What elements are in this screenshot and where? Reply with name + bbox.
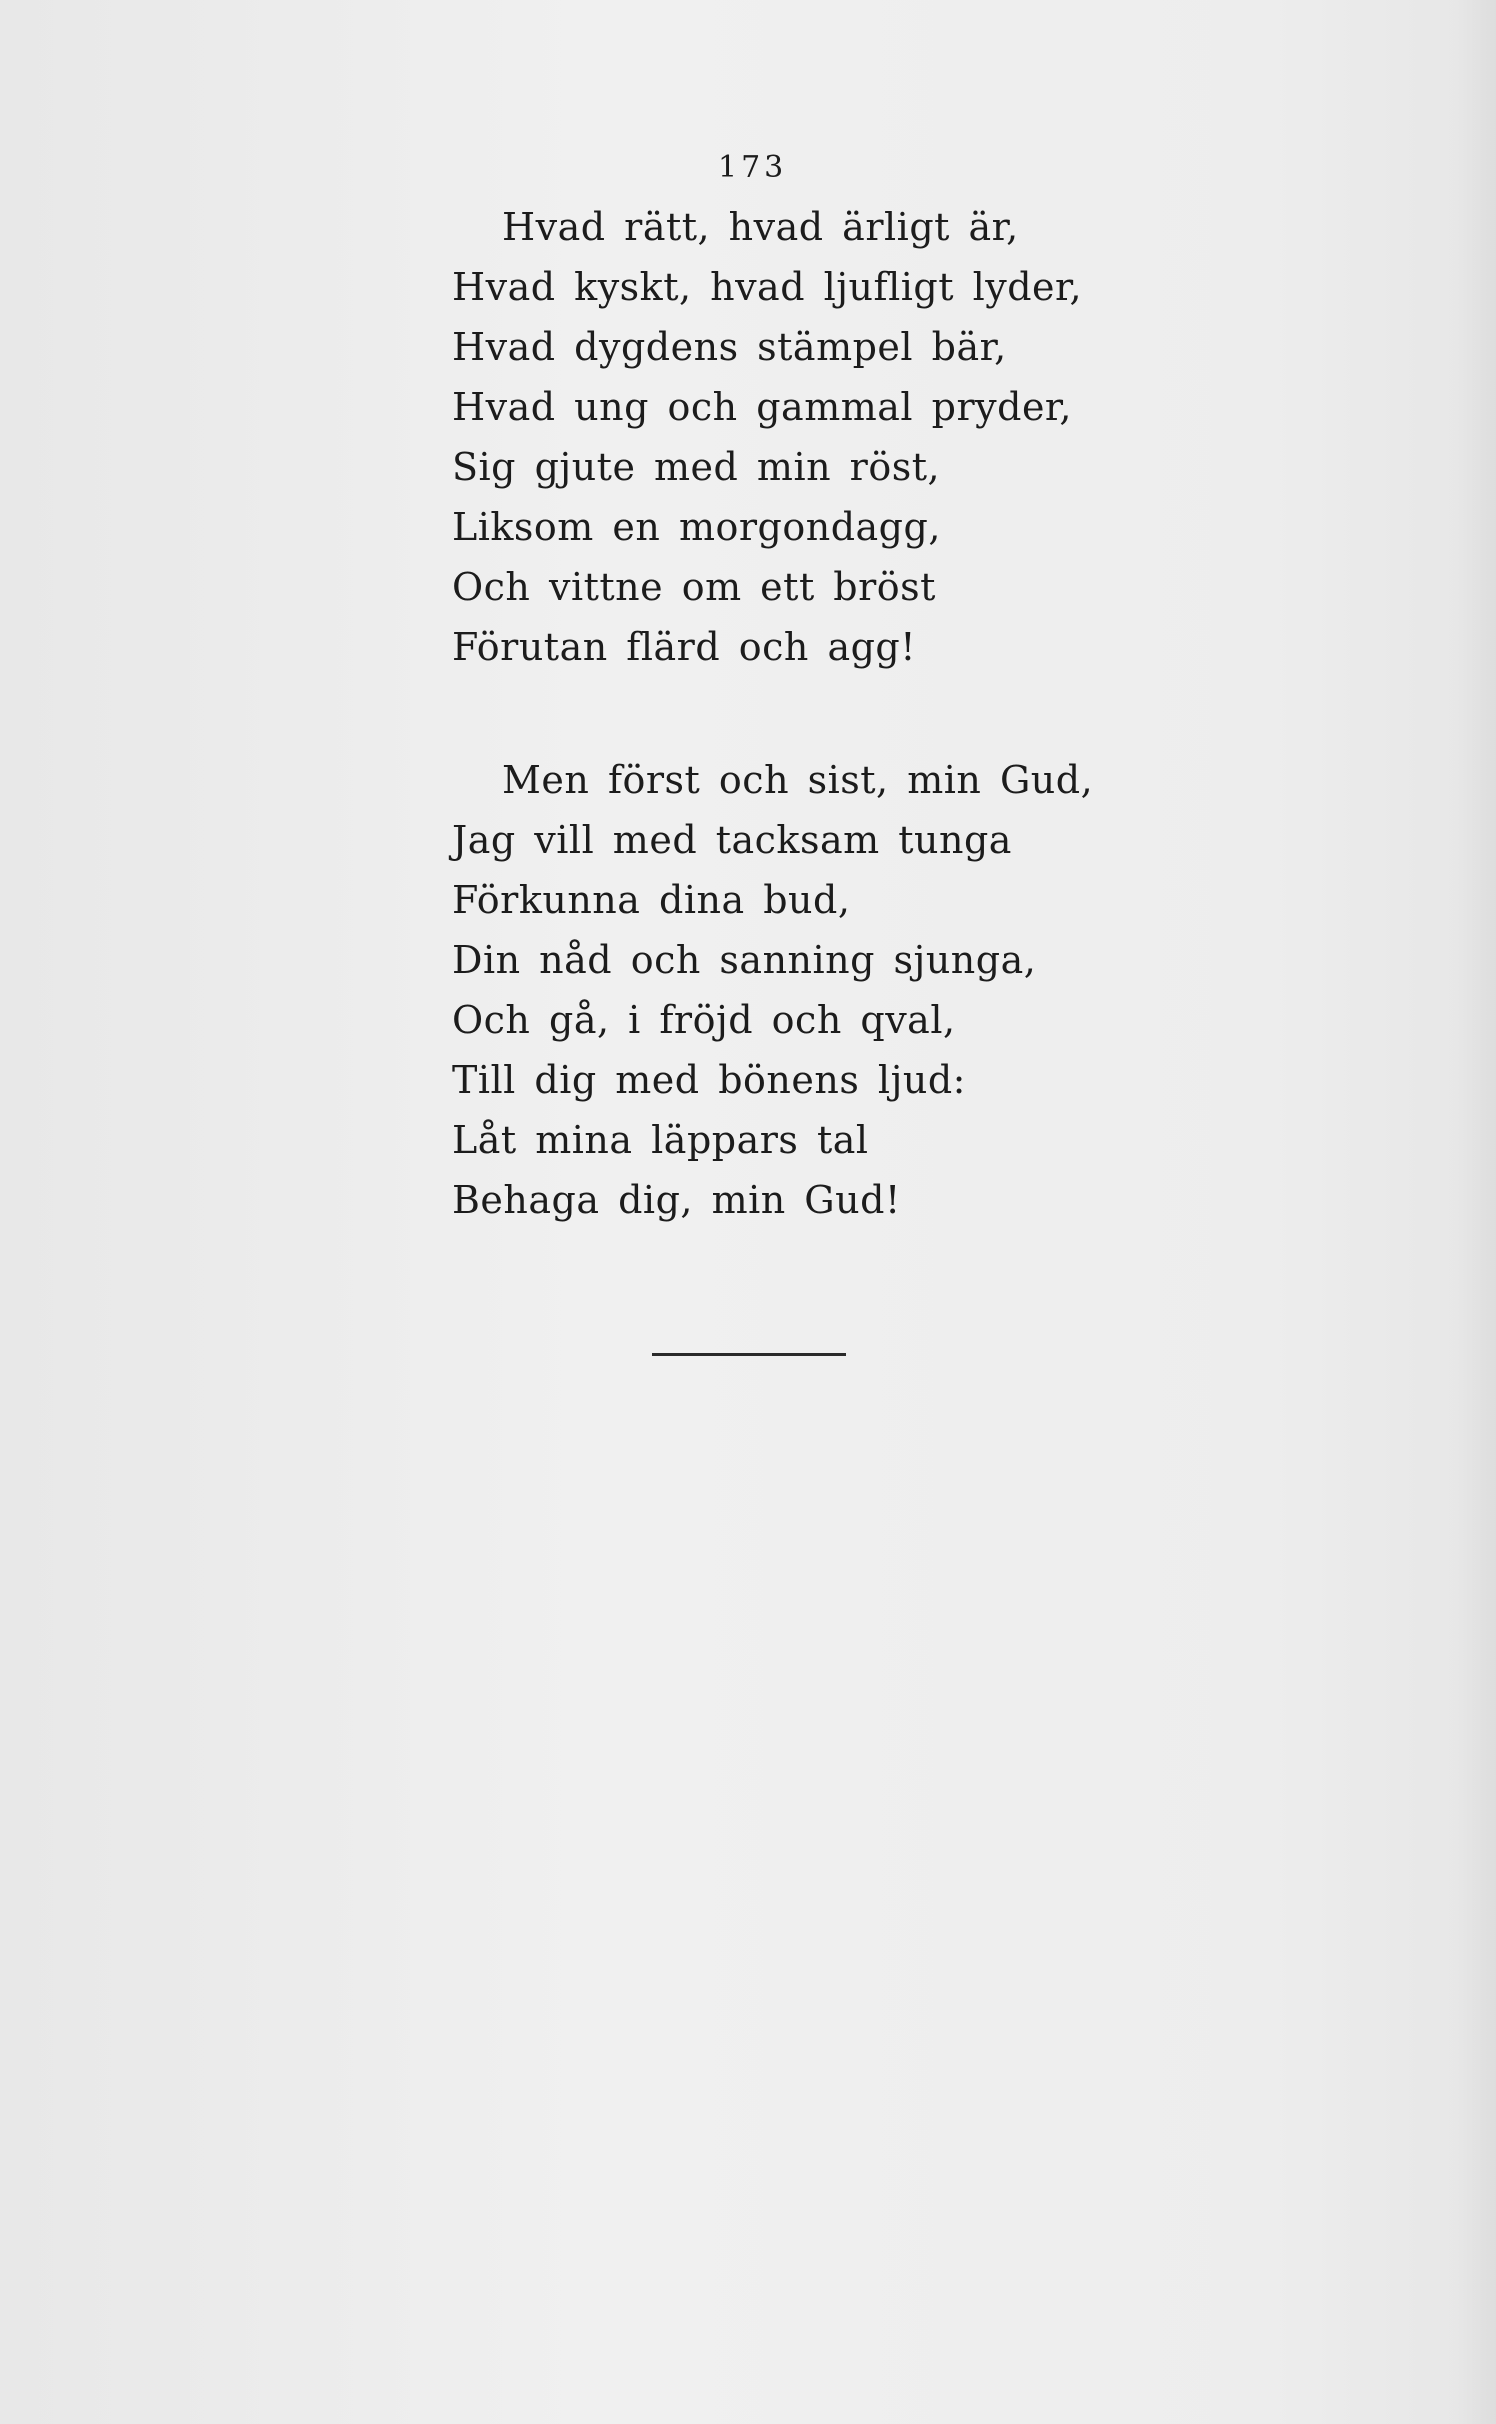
- verse-line: Förutan flärd och agg!: [452, 625, 917, 669]
- verse-line: Och gå, i fröjd och qval,: [452, 998, 956, 1042]
- end-rule-divider: [652, 1353, 846, 1356]
- verse-line: Din nåd och sanning sjunga,: [452, 938, 1037, 982]
- verse-line: Jag vill med tacksam tunga: [452, 818, 1012, 862]
- verse-line: Låt mina läppars tal: [452, 1118, 869, 1162]
- verse-line: Hvad rätt, hvad ärligt är,: [502, 205, 1019, 249]
- verse-line: Och vittne om ett bröst: [452, 565, 936, 609]
- verse-line: Men först och sist, min Gud,: [502, 758, 1094, 802]
- verse-line: Sig gjute med min röst,: [452, 445, 941, 489]
- verse-line: Hvad dygdens stämpel bär,: [452, 325, 1007, 369]
- page-number: 173: [718, 150, 788, 185]
- verse-line: Förkunna dina bud,: [452, 878, 851, 922]
- verse-line: Hvad ung och gammal pryder,: [452, 385, 1073, 429]
- verse-line: Till dig med bönens ljud:: [452, 1058, 966, 1102]
- verse-line: Liksom en morgondagg,: [452, 505, 941, 549]
- verse-line: Behaga dig, min Gud!: [452, 1178, 901, 1222]
- verse-line: Hvad kyskt, hvad ljufligt lyder,: [452, 265, 1083, 309]
